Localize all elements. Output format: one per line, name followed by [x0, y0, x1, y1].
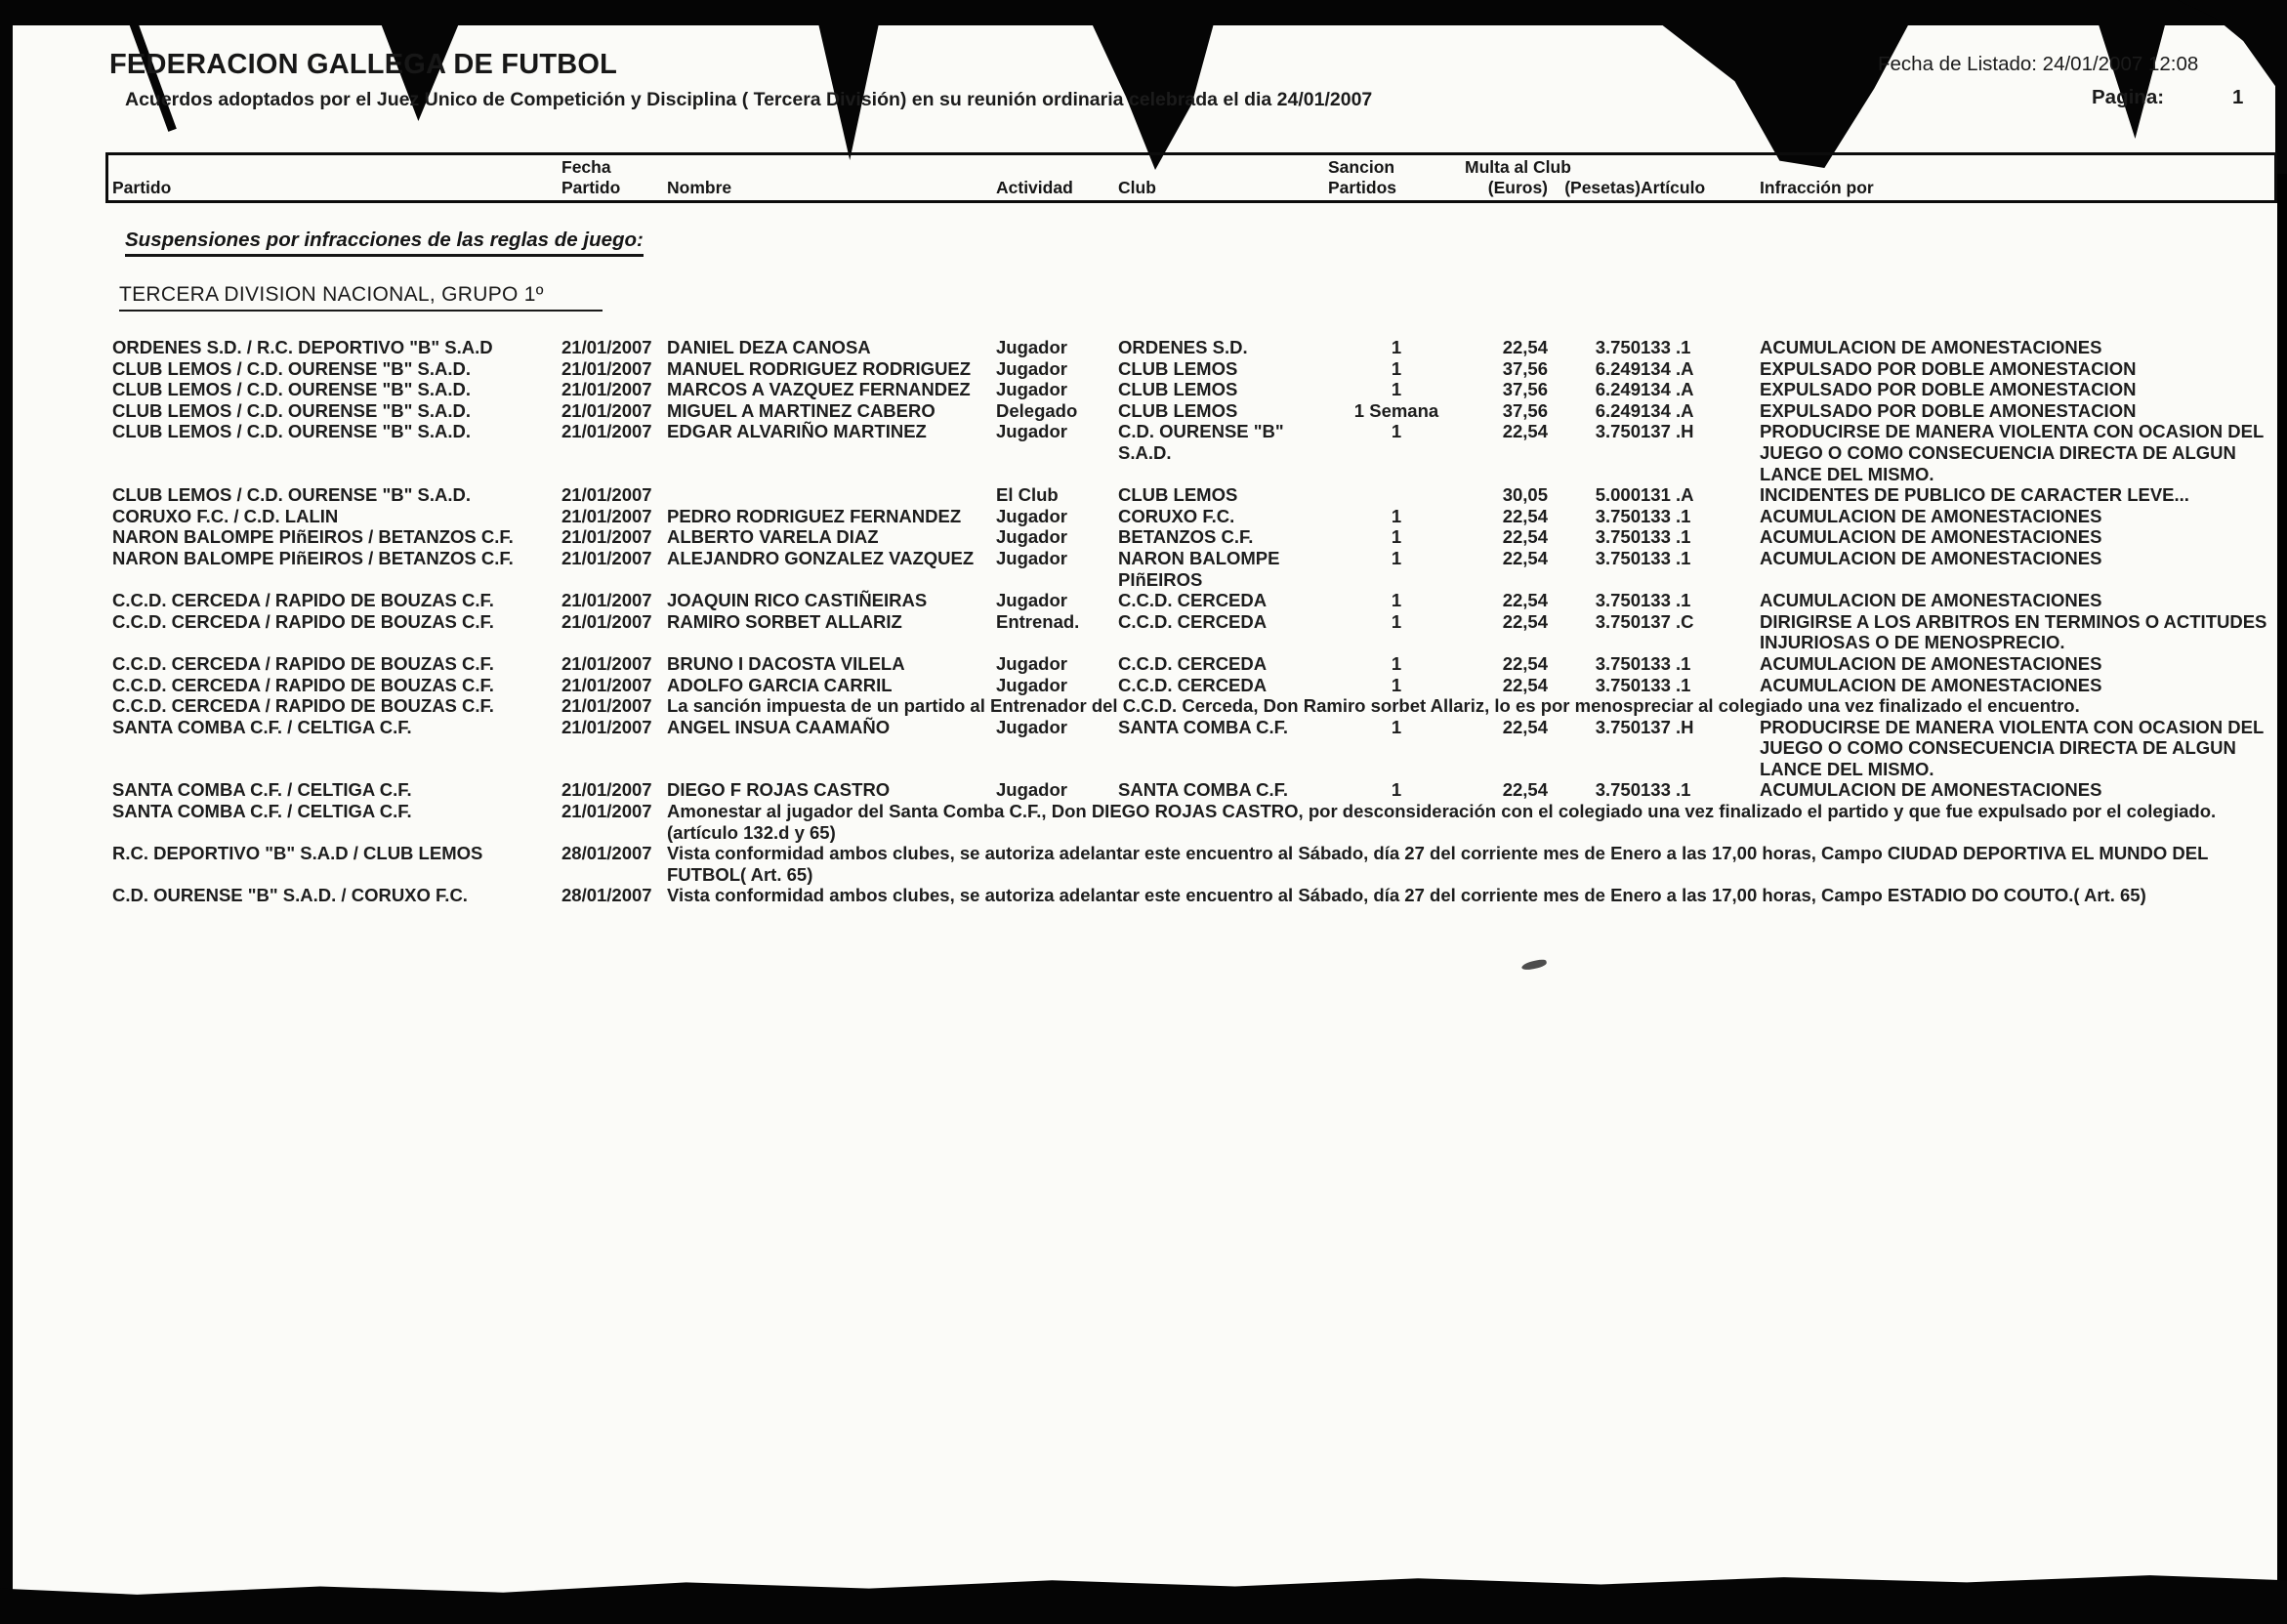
- cell-actividad: Jugador: [996, 547, 1067, 568]
- cell-club: C.C.D. CERCEDA: [1118, 652, 1268, 674]
- cell-actividad: Jugador: [996, 590, 1067, 611]
- cell-club: C.C.D. CERCEDA: [1118, 674, 1268, 695]
- cell-euros: 22,54: [1502, 547, 1548, 568]
- cell-note: Amonestar al jugador del Santa Comba C.F., Don DIEGO ROJAS CASTRO, por desconsideración con el colegiado una vez finalizado el partido y que fue expulsado por el colegiado. (artículo 132.d y 65): [667, 801, 2217, 843]
- cell-partido: C.D. OURENSE "B" S.A.D. / CORUXO F.C.: [112, 885, 468, 906]
- cell-sancion: 1: [1391, 357, 1402, 379]
- cell-sancion: 1: [1391, 337, 1402, 357]
- cell-partido: ORDENES S.D. / R.C. DEPORTIVO "B" S.A.D: [112, 337, 493, 357]
- cell-articulo: 137 .C: [1641, 610, 1694, 632]
- cell-nombre: MARCOS A VAZQUEZ FERNANDEZ: [667, 379, 971, 400]
- header-spacer: [667, 157, 996, 178]
- cell-fecha: 21/01/2007: [561, 399, 652, 421]
- cell-nombre: DIEGO F ROJAS CASTRO: [667, 779, 891, 801]
- cell-partido: SANTA COMBA C.F. / CELTIGA C.F.: [112, 716, 412, 737]
- cell-infraccion: ACUMULACION DE AMONESTACIONES: [1760, 505, 2102, 526]
- cell-partido: C.C.D. CERCEDA / RAPIDO DE BOUZAS C.F.: [112, 610, 494, 632]
- cell-nombre: ALEJANDRO GONZALEZ VAZQUEZ: [667, 547, 975, 568]
- cell-infraccion: ACUMULACION DE AMONESTACIONES: [1760, 779, 2102, 801]
- cell-infraccion: PRODUCIRSE DE MANERA VIOLENTA CON OCASION DEL JUEGO O COMO CONSECUENCIA DIRECTA DE ALGUN LANCE DEL MISMO.: [1760, 421, 2264, 484]
- header-club: Club: [1118, 178, 1156, 197]
- cell-sancion: 1: [1391, 610, 1402, 632]
- cell-articulo: 133 .1: [1641, 590, 1691, 611]
- cell-actividad: Jugador: [996, 337, 1067, 357]
- cell-articulo: 133 .1: [1641, 547, 1691, 568]
- cell-nombre: ANGEL INSUA CAAMAÑO: [667, 716, 891, 737]
- cell-nombre: PEDRO RODRIGUEZ FERNANDEZ: [667, 505, 962, 526]
- cell-pesetas: 3.750: [1595, 547, 1641, 568]
- cell-fecha: 21/01/2007: [561, 801, 652, 822]
- cell-actividad: Jugador: [996, 779, 1067, 801]
- cell-club: C.D. OURENSE "B" S.A.D.: [1118, 421, 1284, 463]
- cell-infraccion: ACUMULACION DE AMONESTACIONES: [1760, 526, 2102, 548]
- cell-nombre: ALBERTO VARELA DIAZ: [667, 526, 879, 548]
- cell-actividad: Jugador: [996, 716, 1067, 737]
- sanction-row: [112, 506, 2275, 527]
- cell-club: CLUB LEMOS: [1118, 484, 1238, 506]
- sanction-row: [112, 484, 2275, 506]
- cell-nombre: DANIEL DEZA CANOSA: [667, 337, 871, 357]
- header-spacer: [1118, 157, 1328, 178]
- cell-infraccion: EXPULSADO POR DOBLE AMONESTACION: [1760, 379, 2137, 400]
- cell-sancion: 1: [1391, 421, 1402, 442]
- header-sancion-line2: Partidos: [1328, 178, 1397, 197]
- cell-euros: 22,54: [1502, 779, 1548, 801]
- listing-date: Fecha de Listado: 24/01/2007 12:08: [1878, 53, 2199, 75]
- cell-club: C.C.D. CERCEDA: [1118, 610, 1268, 632]
- cell-infraccion: PRODUCIRSE DE MANERA VIOLENTA CON OCASION DEL JUEGO O COMO CONSECUENCIA DIRECTA DE ALGUN LANCE DEL MISMO.: [1760, 716, 2264, 779]
- cell-fecha: 21/01/2007: [561, 526, 652, 548]
- cell-articulo: 133 .1: [1641, 526, 1691, 548]
- cell-fecha: 21/01/2007: [561, 652, 652, 674]
- cell-actividad: Jugador: [996, 526, 1067, 548]
- sanction-row: [112, 717, 2275, 780]
- cell-sancion: 1: [1391, 674, 1402, 695]
- cell-nombre: [667, 484, 996, 506]
- cell-sancion: 1: [1391, 379, 1402, 400]
- cell-pesetas: 3.750: [1595, 526, 1641, 548]
- header-partido: Partido: [112, 178, 172, 197]
- header-articulo: Artículo: [1641, 178, 1706, 197]
- cell-fecha: 21/01/2007: [561, 421, 652, 442]
- cell-euros: 22,54: [1502, 337, 1548, 357]
- cell-club: NARON BALOMPE PIñEIROS: [1118, 547, 1280, 590]
- cell-sancion: [1328, 484, 1465, 506]
- page-number-label: Pagina:: [2092, 86, 2165, 108]
- cell-actividad: Jugador: [996, 357, 1067, 379]
- cell-articulo: 137 .H: [1641, 421, 1694, 442]
- cell-partido: CLUB LEMOS / C.D. OURENSE "B" S.A.D.: [112, 357, 472, 379]
- sanction-row: [112, 358, 2275, 380]
- cell-pesetas: 3.750: [1595, 505, 1641, 526]
- cell-fecha: 21/01/2007: [561, 695, 652, 717]
- cell-pesetas: 3.750: [1595, 337, 1641, 357]
- cell-infraccion: ACUMULACION DE AMONESTACIONES: [1760, 652, 2102, 674]
- cell-nombre: MANUEL RODRIGUEZ RODRIGUEZ: [667, 357, 972, 379]
- header-actividad: Actividad: [996, 178, 1073, 197]
- cell-pesetas: 6.249: [1595, 399, 1641, 421]
- cell-fecha: 21/01/2007: [561, 610, 652, 632]
- cell-partido: SANTA COMBA C.F. / CELTIGA C.F.: [112, 779, 412, 801]
- cell-euros: 37,56: [1502, 379, 1548, 400]
- cell-partido: CLUB LEMOS / C.D. OURENSE "B" S.A.D.: [112, 421, 472, 442]
- cell-sancion: 1: [1391, 547, 1402, 568]
- cell-sancion: 1: [1391, 505, 1402, 526]
- page-number-value: 1: [2232, 86, 2244, 108]
- cell-articulo: 134 .A: [1641, 399, 1694, 421]
- cell-partido: C.C.D. CERCEDA / RAPIDO DE BOUZAS C.F.: [112, 674, 494, 695]
- cell-actividad: Entrenad.: [996, 610, 1080, 632]
- cell-fecha: 28/01/2007: [561, 885, 652, 906]
- sanction-row: [112, 611, 2275, 653]
- cell-club: CLUB LEMOS: [1118, 399, 1238, 421]
- cell-fecha: 21/01/2007: [561, 590, 652, 611]
- cell-euros: 22,54: [1502, 590, 1548, 611]
- cell-sancion: 1: [1391, 652, 1402, 674]
- sanction-row: [112, 337, 2275, 358]
- cell-pesetas: 3.750: [1595, 610, 1641, 632]
- cell-fecha: 28/01/2007: [561, 843, 652, 864]
- cell-euros: 37,56: [1502, 399, 1548, 421]
- note-row: [112, 801, 2275, 843]
- cell-partido: SANTA COMBA C.F. / CELTIGA C.F.: [112, 801, 412, 822]
- header-spacer: [1760, 157, 2275, 178]
- cell-fecha: 21/01/2007: [561, 337, 652, 357]
- cell-articulo: 133 .1: [1641, 505, 1691, 526]
- cell-actividad: El Club: [996, 484, 1059, 506]
- sanction-row: [112, 779, 2275, 801]
- cell-euros: 22,54: [1502, 421, 1548, 442]
- cell-pesetas: 3.750: [1595, 590, 1641, 611]
- cell-pesetas: 3.750: [1595, 716, 1641, 737]
- cell-infraccion: DIRIGIRSE A LOS ARBITROS EN TERMINOS O ACTITUDES INJURIOSAS O DE MENOSPRECIO.: [1760, 610, 2267, 653]
- cell-infraccion: INCIDENTES DE PUBLICO DE CARACTER LEVE...: [1760, 484, 2189, 506]
- note-row: [112, 695, 2275, 717]
- header-spacer: [996, 157, 1118, 178]
- cell-sancion: 1 Semana: [1353, 399, 1439, 421]
- header-row-2: [112, 178, 2275, 198]
- cell-partido: NARON BALOMPE PIñEIROS / BETANZOS C.F.: [112, 526, 514, 548]
- cell-sancion: 1: [1391, 526, 1402, 548]
- cell-fecha: 21/01/2007: [561, 716, 652, 737]
- cell-articulo: 133 .1: [1641, 779, 1691, 801]
- cell-club: CLUB LEMOS: [1118, 379, 1238, 400]
- sanction-row: [112, 675, 2275, 696]
- cell-fecha: 21/01/2007: [561, 484, 652, 506]
- sanction-row: [112, 421, 2275, 484]
- cell-club: ORDENES S.D.: [1118, 337, 1248, 357]
- cell-actividad: Jugador: [996, 421, 1067, 442]
- cell-nombre: JOAQUIN RICO CASTIÑEIRAS: [667, 590, 928, 611]
- cell-euros: 22,54: [1502, 526, 1548, 548]
- cell-articulo: 133 .1: [1641, 674, 1691, 695]
- cell-fecha: 21/01/2007: [561, 674, 652, 695]
- cell-infraccion: EXPULSADO POR DOBLE AMONESTACION: [1760, 399, 2137, 421]
- cell-euros: 22,54: [1502, 652, 1548, 674]
- cell-partido: CLUB LEMOS / C.D. OURENSE "B" S.A.D.: [112, 379, 472, 400]
- cell-club: CORUXO F.C.: [1118, 505, 1235, 526]
- cell-note: Vista conformidad ambos clubes, se autoriza adelantar este encuentro al Sábado, día 27 del corriente mes de Enero a las 17,00 horas, Campo ESTADIO DO COUTO.( Art. 65): [667, 885, 2146, 906]
- cell-club: C.C.D. CERCEDA: [1118, 590, 1268, 611]
- cell-articulo: 134 .A: [1641, 379, 1694, 400]
- cell-fecha: 21/01/2007: [561, 379, 652, 400]
- cell-partido: R.C. DEPORTIVO "B" S.A.D / CLUB LEMOS: [112, 843, 483, 864]
- document-subtitle: Acuerdos adoptados por el Juez Unico de Competición y Disciplina ( Tercera División) en su reunión ordinaria celebrada el dia 24/01/2007: [125, 89, 1373, 110]
- cell-euros: 22,54: [1502, 505, 1548, 526]
- header-sancion-line1: Sancion: [1328, 157, 1395, 177]
- cell-sancion: 1: [1391, 779, 1402, 801]
- cell-partido: C.C.D. CERCEDA / RAPIDO DE BOUZAS C.F.: [112, 652, 494, 674]
- cell-fecha: 21/01/2007: [561, 547, 652, 568]
- cell-actividad: Delegado: [996, 399, 1078, 421]
- cell-pesetas: 3.750: [1595, 674, 1641, 695]
- cell-club: BETANZOS C.F.: [1118, 526, 1254, 548]
- cell-nombre: BRUNO I DACOSTA VILELA: [667, 652, 905, 674]
- cell-infraccion: EXPULSADO POR DOBLE AMONESTACION: [1760, 357, 2137, 379]
- sanction-row: [112, 400, 2275, 422]
- cell-infraccion: ACUMULACION DE AMONESTACIONES: [1760, 590, 2102, 611]
- cell-partido: CLUB LEMOS / C.D. OURENSE "B" S.A.D.: [112, 399, 472, 421]
- header-multa-line1: Multa al Club: [1465, 157, 1571, 177]
- cell-note: Vista conformidad ambos clubes, se autoriza adelantar este encuentro al Sábado, día 27 del corriente mes de Enero a las 17,00 horas, Campo CIUDAD DEPORTIVA EL MUNDO DEL FUTBOL( Art. 65): [667, 843, 2209, 885]
- cell-articulo: 131 .A: [1641, 484, 1694, 506]
- header-pesetas: (Pesetas): [1564, 178, 1642, 197]
- cell-infraccion: ACUMULACION DE AMONESTACIONES: [1760, 337, 2102, 357]
- cell-articulo: 137 .H: [1641, 716, 1694, 737]
- torn-paper-edge-top: [0, 0, 2287, 25]
- cell-pesetas: 6.249: [1595, 357, 1641, 379]
- header-fecha-line2: Partido: [561, 178, 621, 197]
- cell-actividad: Jugador: [996, 674, 1067, 695]
- cell-nombre: MIGUEL A MARTINEZ CABERO: [667, 399, 936, 421]
- header-spacer: [112, 157, 561, 178]
- cell-club: SANTA COMBA C.F.: [1118, 779, 1289, 801]
- cell-infraccion: ACUMULACION DE AMONESTACIONES: [1760, 674, 2102, 695]
- cell-euros: 37,56: [1502, 357, 1548, 379]
- cell-euros: 22,54: [1502, 674, 1548, 695]
- cell-nombre: RAMIRO SORBET ALLARIZ: [667, 610, 902, 632]
- sanction-row: [112, 526, 2275, 548]
- sanction-row: [112, 653, 2275, 675]
- header-infraccion: Infracción por: [1760, 178, 1874, 197]
- header-euros: (Euros): [1487, 178, 1548, 197]
- cell-euros: 22,54: [1502, 610, 1548, 632]
- cell-club: CLUB LEMOS: [1118, 357, 1238, 379]
- header-spacer: [1641, 157, 1760, 178]
- cell-fecha: 21/01/2007: [561, 357, 652, 379]
- note-row: [112, 843, 2275, 885]
- cell-articulo: 133 .1: [1641, 337, 1691, 357]
- section-heading-division: TERCERA DIVISION NACIONAL, GRUPO 1º: [119, 283, 603, 312]
- cell-sancion: 1: [1391, 590, 1402, 611]
- cell-partido: C.C.D. CERCEDA / RAPIDO DE BOUZAS C.F.: [112, 590, 494, 611]
- cell-partido: NARON BALOMPE PIñEIROS / BETANZOS C.F.: [112, 547, 514, 568]
- scan-edge-right: [2275, 0, 2287, 174]
- sanctions-table: [112, 337, 2275, 906]
- cell-pesetas: 3.750: [1595, 779, 1641, 801]
- cell-euros: 22,54: [1502, 716, 1548, 737]
- section-heading-suspensiones: Suspensiones por infracciones de las reglas de juego:: [125, 229, 644, 257]
- sanction-row: [112, 379, 2275, 400]
- cell-actividad: Jugador: [996, 652, 1067, 674]
- header-nombre: Nombre: [667, 178, 732, 197]
- cell-partido: C.C.D. CERCEDA / RAPIDO DE BOUZAS C.F.: [112, 695, 494, 717]
- cell-articulo: 134 .A: [1641, 357, 1694, 379]
- sanction-row: [112, 548, 2275, 590]
- cell-actividad: Jugador: [996, 505, 1067, 526]
- table-header: [112, 157, 2275, 198]
- cell-club: SANTA COMBA C.F.: [1118, 716, 1289, 737]
- cell-note: La sanción impuesta de un partido al Entrenador del C.C.D. Cerceda, Don Ramiro sorbet Allariz, lo es por menospreciar al colegiado una vez finalizado el encuentro.: [667, 695, 2080, 717]
- cell-pesetas: 3.750: [1595, 652, 1641, 674]
- cell-pesetas: 6.249: [1595, 379, 1641, 400]
- sanctions-table-body: [112, 337, 2275, 906]
- header-fecha-line1: Fecha: [561, 157, 611, 177]
- cell-nombre: ADOLFO GARCIA CARRIL: [667, 674, 893, 695]
- cell-partido: CORUXO F.C. / C.D. LALIN: [112, 505, 339, 526]
- cell-actividad: Jugador: [996, 379, 1067, 400]
- cell-articulo: 133 .1: [1641, 652, 1691, 674]
- scan-edge-left: [0, 0, 13, 1624]
- cell-pesetas: 3.750: [1595, 421, 1641, 442]
- cell-fecha: 21/01/2007: [561, 505, 652, 526]
- cell-infraccion: ACUMULACION DE AMONESTACIONES: [1760, 547, 2102, 568]
- cell-fecha: 21/01/2007: [561, 779, 652, 801]
- cell-euros: 30,05: [1502, 484, 1548, 506]
- cell-partido: CLUB LEMOS / C.D. OURENSE "B" S.A.D.: [112, 484, 472, 506]
- document-title: FEDERACION GALLEGA DE FUTBOL: [109, 49, 618, 80]
- cell-sancion: 1: [1391, 716, 1402, 737]
- header-row-1: [112, 157, 2275, 178]
- cell-pesetas: 5.000: [1595, 484, 1641, 506]
- note-row: [112, 885, 2275, 906]
- sanction-row: [112, 590, 2275, 611]
- cell-nombre: EDGAR ALVARIÑO MARTINEZ: [667, 421, 927, 442]
